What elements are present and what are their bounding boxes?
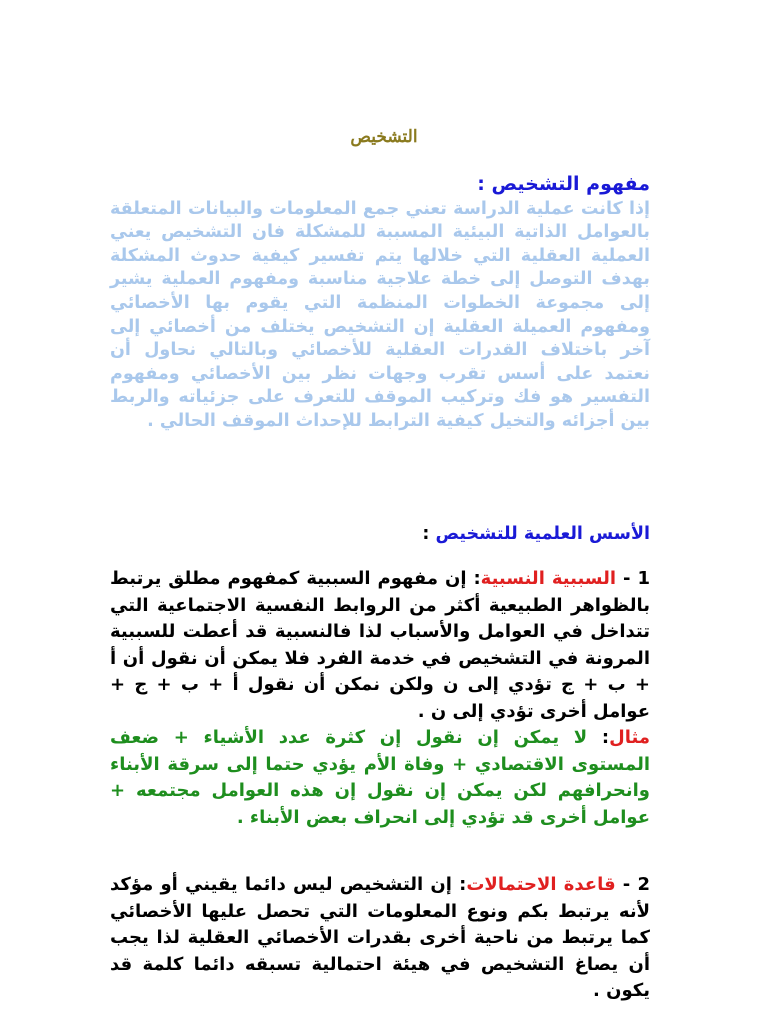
- principle-2-body: : إن التشخيص ليس دائما يقيني أو مؤكد لأنه يرتبط بكم ونوع المعلومات التي تحصل عليها الأخصائي كما يرتبط من ناحية أخرى بقدرات الأخصائي العقلية لذا يجب أن يصاغ التشخيص في هيئة احتمالية تسبقه دائما كلمة قد يكون .: [110, 874, 650, 1001]
- concept-body: إذا كانت عملية الدراسة تعني جمع المعلومات والبيانات المتعلقة بالعوامل الذاتية البيئية المسببة للمشكلة فان التشخيص يعني العملية العقلية التي خلالها يتم تفسير كيفية حدوث المشكلة بهدف التوصل إلى خطة علاجية مناسبة ومفهوم العملية يشير إلى مجموعة الخطوات المنظمة التي يقوم بها الأخصائي ومفهوم العميلة العقلية إن التشخيص يختلف من أخصائي إلى آخر باختلاف القدرات العقلية للأخصائي وبالتالي نحاول أن نعتمد على أسس تقرب وجهات نظر بين الأخصائي ومفهوم التفسير هو فك وتركيب الموقف للتعرف على جزئياته والربط بين أجزائه والتخيل كيفية الترابط للإحداث الموقف الحالي .: [110, 198, 650, 431]
- example-body: لا يمكن إن نقول إن كثرة عدد الأشياء + ضعف المستوى الاقتصادي + وفاة الأم يؤدي حتما إلى سرقة الأبناء وانحرافهم لكن يمكن إن نقول إن هذه العوامل مجتمعه + عوامل أخرى قد تؤدي إلى انحراف بعض الأبناء .: [110, 727, 650, 828]
- principle-1-term: السببية النسبية: [480, 568, 617, 589]
- example-colon: :: [601, 727, 610, 748]
- foundations-heading: [110, 524, 650, 544]
- principle-2-number: 2 -: [615, 874, 650, 895]
- principle-1-number: 1 -: [616, 568, 650, 589]
- example-paragraph: [110, 725, 650, 831]
- principle-probability-rule: [110, 872, 650, 1005]
- foundations-label: الأسس العلمية للتشخيص: [435, 524, 650, 544]
- document-title: التشخيص: [350, 127, 418, 147]
- principle-1-body: : إن مفهوم السببية كمفهوم مطلق يرتبط بالظواهر الطبيعية أكثر من الروابط النفسية الاجتماعية التي تتداخل في العوامل والأسباب لذا فالنسبية قد أعطت للسببية المرونة في التشخيص في خدمة الفرد فلا يمكن أن نقول أن أ + ب + ج تؤدي إلى ن ولكن نمكن أن نقول أ + ب + ج + عوامل أخرى تؤدي إلى ن .: [110, 568, 650, 722]
- example-label: مثال: [609, 727, 650, 748]
- concept-heading: مفهوم التشخيص :: [477, 173, 650, 195]
- foundations-colon: :: [422, 524, 436, 544]
- concept-section: [110, 173, 650, 434]
- principle-relative-causality: [110, 566, 650, 831]
- principle-2-term: قاعدة الاحتمالات: [466, 874, 616, 895]
